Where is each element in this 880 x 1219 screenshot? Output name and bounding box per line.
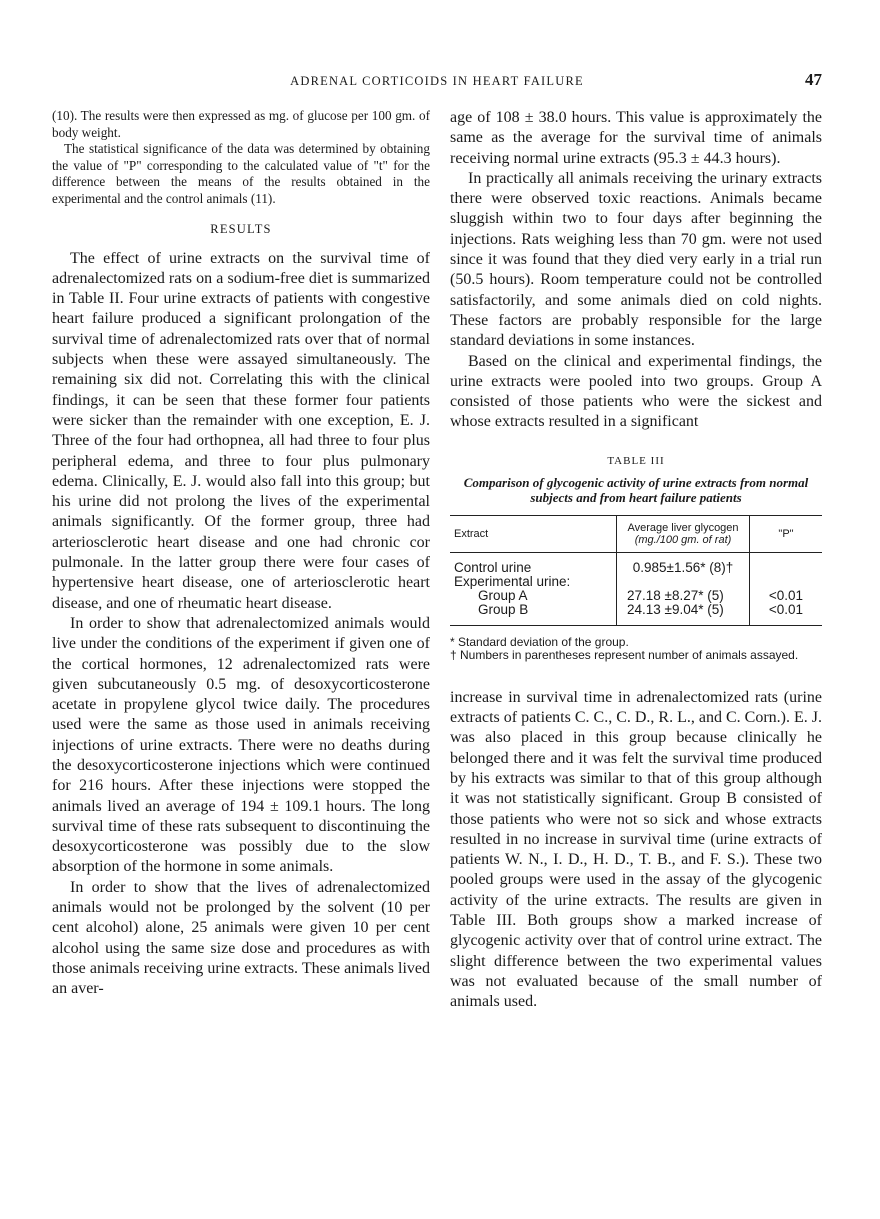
table-footnote-1: * Standard deviation of the group. [450, 634, 629, 649]
methods-paragraph: (10). The results were then expressed as mg. of glucose per 100 gm. of body weight. [52, 108, 430, 140]
results-paragraph-1: The effect of urine extracts on the survival time of adrenalectomized rats on a sodium-free diet is summarized in Table II. Four urine extracts of patients with congestive heart failure produced a significant prolongation of the survival time of adrenalectomized rats over that of normal subjects when these were assayed simultaneously. The remaining six did not. Correlating this with the clinical findings, it can be seen that these former four patients were sicker than the remainder with one exception, E. J. Three of the four had orthopnea, all had three to four plus peripheral edema, and three to four plus pulmonary edema. Clinically, E. J. would also fall into this group; but his urine did not prolong the lives of the experimental animals significantly. Of the former group, three had arteriosclerotic heart disease and one had chronic cor pulmonale. In the latter group there were four cases of hypertensive heart disease, one of arteriosclerotic heart disease, and one of rheumatic heart disease. [52, 249, 430, 612]
cell-extract: Group B [450, 603, 617, 626]
header-glycogen-line2: (mg./100 gm. of rat) [634, 533, 732, 546]
section-heading-results: RESULTS [210, 221, 272, 236]
results-paragraph-2: In order to show that adrenalectomized animals would live under the conditions of the experiment if given one of the cortical hormones, 12 adrenalectomized rats were given subcutaneously 0.5 mg. of desoxycorticosterone acetate in propylene glycol twice daily. The procedures used were the same as those used in animals receiving injections of urine extracts. There were no deaths during the desoxycorticosterone injections which were continued for 216 hours. After these injections were stopped the animals lived an average of 194 ± 109.1 hours. The long survival time of these rats subsequent to discontinuing the desoxycorticosterone was possibly due to the slow absorption of the hormone in some animals. [52, 614, 430, 876]
glycogen-table [450, 515, 822, 626]
header-glycogen [617, 515, 750, 552]
cell-extract: Experimental urine: [454, 573, 571, 589]
header-extract: Extract [450, 515, 617, 552]
cell-extract: Control urine [454, 559, 532, 575]
running-header [52, 70, 822, 96]
table-iii [450, 455, 822, 662]
table-row [450, 603, 822, 626]
right-column [450, 108, 822, 1013]
cell-p: <0.01 [750, 603, 823, 626]
results-paragraph-6: Based on the clinical and experimental findings, the urine extracts were pooled into two groups. Group A consisted of those patients who were the sickest and whose extracts resulted in a significant [450, 352, 822, 431]
cell-extract: Group A [478, 587, 528, 603]
table-footnote-2: † Numbers in parentheses represent number of animals assayed. [450, 647, 799, 662]
table-row [450, 552, 822, 575]
table-row [450, 575, 822, 589]
statistics-paragraph: The statistical significance of the data was determined by obtaining the value of "P" corresponding to the calculated value of "t" for the difference between the means of the results obtained in the experimental and the control animals (11). [52, 141, 430, 206]
cell-p [750, 552, 823, 575]
results-paragraph-5: In practically all animals receiving the urinary extracts there were observed toxic reactions. Animals became sluggish within two to four days after beginning the injections. Rats weighing less than 70 gm. were not used since it was found that they died very early in a trial run (50.5 hours). Room temperature could not be controlled satisfactorily, and some animals died on cold nights. These factors are probably responsible for the large standard deviations in some instances. [450, 169, 822, 350]
table-label: TABLE III [607, 454, 665, 467]
cell-glycogen [617, 575, 750, 589]
left-column [52, 108, 430, 1000]
cell-glycogen: 27.18 ±8.27* (5) [617, 589, 750, 603]
cell-glycogen: 0.985±1.56* (8)† [617, 552, 750, 575]
results-paragraph-4: age of 108 ± 38.0 hours. This value is approximately the same as the average for the survival time of animals receiving normal urine extracts (95.3 ± 44.3 hours). [450, 109, 822, 167]
running-title: ADRENAL CORTICOIDS IN HEART FAILURE [290, 74, 584, 88]
results-paragraph-3: In order to show that the lives of adrenalectomized animals would not be prolonged by the solvent (10 per cent alcohol) alone, 25 animals were given 10 per cent alcohol using the same size dose and procedures as with those animals receiving urine extracts. These animals lived an aver- [52, 878, 430, 998]
table-header-row [450, 515, 822, 552]
table-row [450, 589, 822, 603]
cell-p [750, 575, 823, 589]
results-paragraph-7: increase in survival time in adrenalectomized rats (urine extracts of patients C. C., C. D., R. L., and C. Corn.). E. J. was also placed in this group because clinically he belonged there and it was felt the survival time produced by his extracts was similar to that of this group although it was not statistically significant. Group B consisted of those patients who were not so sick and whose extracts resulted in no increase in survival time (urine extracts of patients W. N., I. D., H. D., T. B., and F. S.). These two pooled groups were used in the assay of the glycogenic activity of the urine extracts. The results are given in Table III. Both groups show a marked increase of glycogenic activity over that of control urine extract. The slight difference between the two experimental values was not evaluated because of the small number of animals used. [450, 688, 822, 1011]
page-number: 47 [805, 70, 822, 89]
table-caption: Comparison of glycogenic activity of urine extracts from normal subjects and from heart failure patients [463, 474, 809, 505]
cell-p: <0.01 [768, 587, 804, 603]
cell-glycogen: 24.13 ±9.04* (5) [617, 603, 750, 626]
header-p: "P" [750, 515, 823, 552]
header-glycogen-line1: Average liver glycogen [627, 521, 739, 534]
